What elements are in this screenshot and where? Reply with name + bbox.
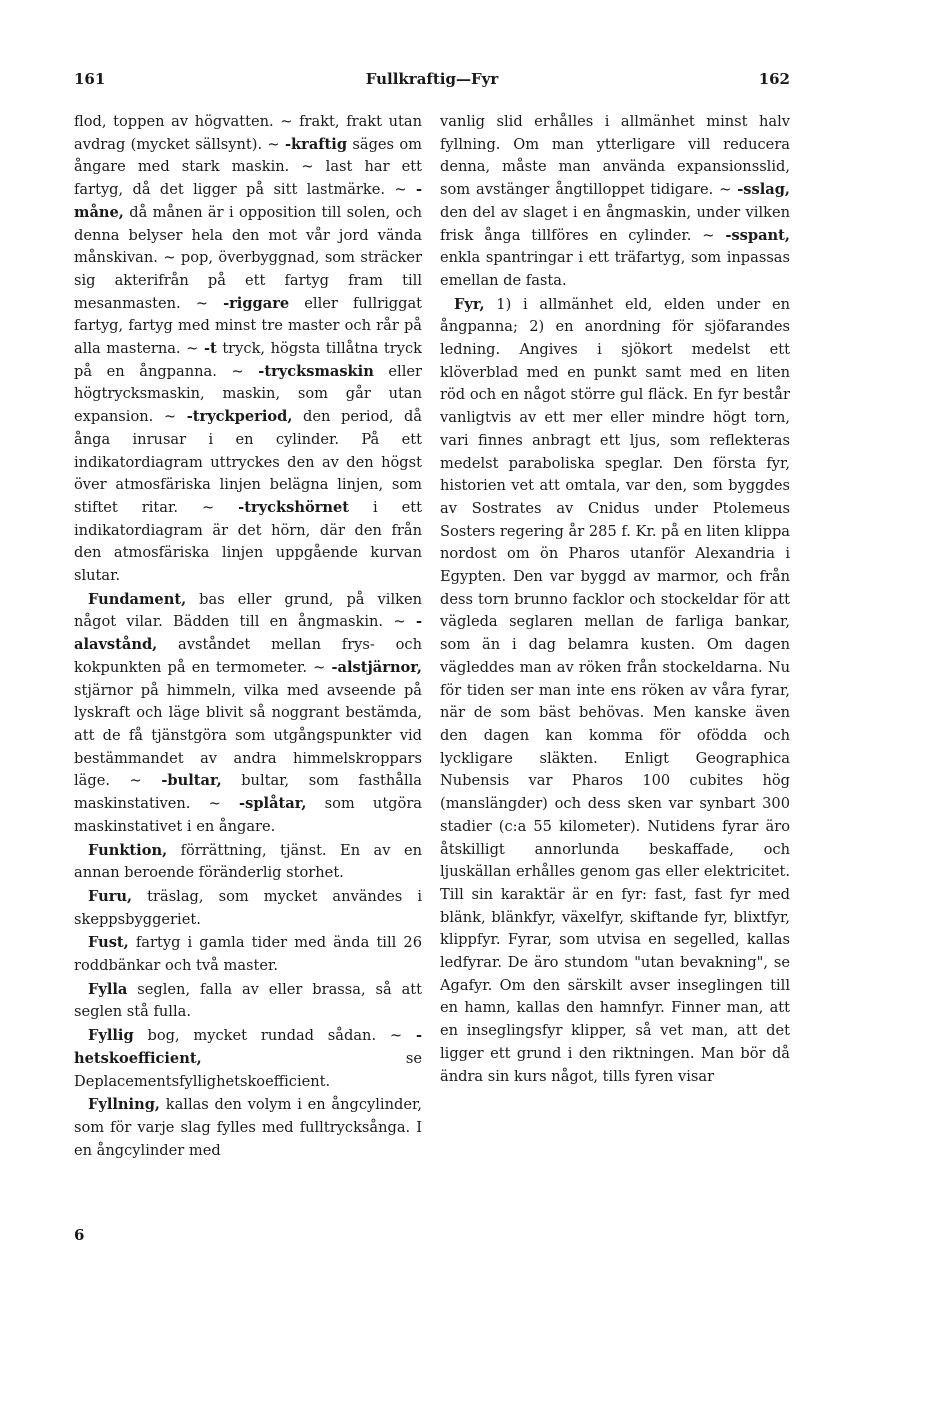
- entry-fyllning-continuation: vanlig slid erhålles i allmänhet minst halv fyllning. Om man ytterligare vill reducera denna, måste man använda expansionsslid, som avstänger ångtilloppet tidigare. ~ -sslag, den del av slaget i en ångmaskin, under vilken frisk ånga tillföres en cylinder. ~ -sspant, enkla spantringar i ett träfartyg, som inpassas emellan de fasta.: [440, 113, 790, 289]
- entry-fundament: Fundament, bas eller grund, på vilken något vilar. Bädden till en ångmaskin. ~ -alavstånd, avståndet mellan frys- och kokpunkten på en termometer. ~ -alstjärnor, stjärnor på himmeln, vilka med avseende på lyskraft och läge blivit så noggrant bestämda, att de få tjänstgöra som utgångspunkter vid bestämmandet av andra himmelskroppars läge. ~ -bultar, bultar, som fasthålla maskinstativen. ~ -splåtar, som utgöra maskinstativet i en ångare.: [74, 590, 423, 835]
- entry-fylla: Fylla seglen, falla av eller brassa, så att seglen stå fulla.: [74, 980, 422, 1021]
- entry-furu: Furu, träslag, som mycket användes i skeppsbyggeriet.: [74, 887, 422, 928]
- running-header: [74, 70, 790, 92]
- entry-fyllig: Fyllig bog, mycket rundad sådan. ~ -hetskoefficient, se Deplacementsfyllighetskoefficient.: [74, 1027, 422, 1090]
- entry-continuation-full: flod, toppen av högvatten. ~ frakt, frakt utan avdrag (mycket sällsynt). ~ -kraftig säges om ångare med stark maskin. ~ last har ett fartyg, då det ligger på sitt lastmärke. ~ -måne, då månen är i opposition till solen, och denna belyser hela den mot vår jord vända månskivan. ~ pop, överbyggnad, som sträcker sig akterifrån på ett fartyg fram till mesanmasten. ~ -riggare eller fullriggat fartyg, fartyg med minst tre master och rår på alla masterna. ~ -t tryck, högsta tillåtna tryck på en ångpanna. ~ -trycksmaskin eller högtrycksmaskin, maskin, som går utan expansion. ~ -tryckperiod, den period, då ånga inrusar i en cylinder. På ett indikatordiagram uttryckes den av den högst över atmosfäriska linjen belägna linjen, som stiftet ritar. ~ -tryckshörnet i ett indikatordiagram är det hörn, där den från den atmosfäriska linjen uppgående kurvan slutar.: [74, 113, 423, 585]
- entry-fust: Fust, fartyg i gamla tider med ända till 26 roddbänkar och två master.: [74, 934, 422, 975]
- page-number-right: 162: [758, 70, 790, 88]
- entry-funktion: Funktion, förrättning, tjänst. En av en annan beroende föränderlig storhet.: [74, 841, 422, 882]
- entry-fyllning: Fyllning, kallas den volym i en ångcylinder, som för varje slag fylles med fulltrycksånga. I en ångcylinder med: [74, 1096, 422, 1159]
- page-number-left: 161: [74, 70, 106, 88]
- left-column: [74, 111, 422, 1163]
- entry-fyr: Fyr, 1) i allmänhet eld, elden under en ångpanna; 2) en anordning för sjöfarandes ledning. Angives i sjökort medelst ett klöverblad med en punkt samt med en liten röd och en något större gul fläck. En fyr består vanligtvis av ett mer eller mindre högt torn, vari finnes anbragt ett ljus, som reflekteras medelst paraboliska speglar. Den första fyr, historien vet att omtala, var den, som byggdes av Sostrates av Cnidus under Ptolemeus Sosters regering år 285 f. Kr. på en liten klippa nordost om ön Pharos utanför Alexandria i Egypten. Den var byggd av marmor, och från dess torn brunno facklor och stockeldar för att vägleda seglaren mellan de farliga bankar, som än i dag belamra kusten. Om dagen vägleddes man av röken från stockeldarna. Nu för tiden ser man inte ens röken av våra fyrar, när de som bäst behövas. Men kanske även den dagen kan komma för ofödda och lyckligare släkten. Enligt Geographica Nubensis var Pharos 100 cubites hög (manslängder) och dess sken var synbart 300 stadier (c:a 55 kilometer). Nutidens fyrar äro åtskilligt annorlunda beskaffade, och ljuskällan erhålles genom gas eller elektricitet. Till sin karaktär är en fyr: fast, fast fyr med blänk, blänkfyr, växelfyr, skiftande fyr, blixtfyr, klippfyr. Fyrar, som utvisa en segelled, kallas ledfyrar. De äro stundom "utan bevakning", se Agafyr. Om den särskilt avser inseglingen till en hamn, kallas den hamnfyr. Finner man, att en inseglingsfyr klipper, så vet man, att det ligger ett grund i den riktningen. Man bör då ändra sin kurs något, tills fyren visar: [440, 295, 790, 1085]
- right-column: [440, 111, 790, 1089]
- running-title: Fullkraftig—Fyr: [365, 70, 499, 88]
- signature-mark: 6: [74, 1226, 85, 1244]
